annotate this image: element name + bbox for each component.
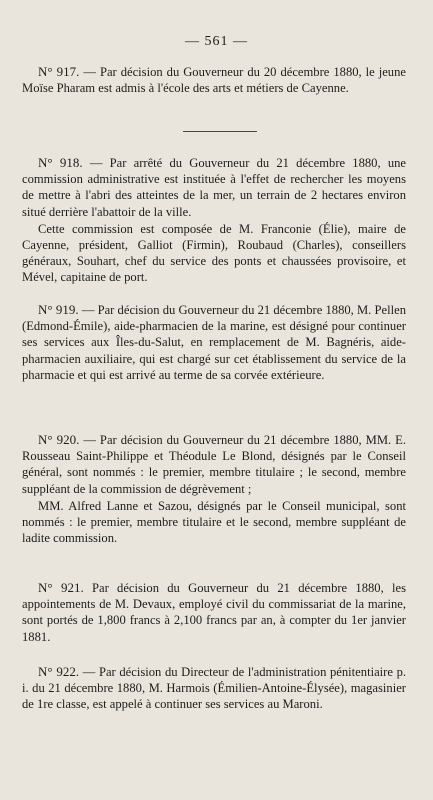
decision-number: N° 918. bbox=[38, 155, 83, 170]
decision-number: N° 922. bbox=[38, 664, 80, 679]
decision-920-paragraph-2: MM. Alfred Lanne et Sazou, désignés par le Conseil municipal, sont nommés : le premier, membre titulaire et le second, membre suppléant de ladite commission. bbox=[22, 498, 406, 546]
page-number: — 561 — bbox=[185, 34, 248, 49]
decision-918-paragraph-2: Cette commission est composée de M. Franconie (Élie), maire de Cayenne, président, Galliot (Firmin), Roubaud (Charles), conseillers généraux, Souhart, chef du service des ponts et chaussées provisoire, et Mével, capitaine de port. bbox=[22, 221, 406, 285]
decision-text: — Par décision du Directeur de l'administration pénitentiaire p. i. du 21 décembre 1880, M. Harmois (Émilien-Antoine-Élysée), magasinier de 1re classe, est appelé à continuer ses services au Maroni. bbox=[22, 665, 407, 712]
decision-917 bbox=[22, 64, 406, 96]
decision-number: N° 919. bbox=[38, 302, 79, 317]
decision-918-paragraph-1 bbox=[22, 155, 406, 220]
decision-text: — Par décision du Gouverneur du 20 décembre 1880, le jeune Moïse Pharam est admis à l'école des arts et métiers de Cayenne. bbox=[22, 65, 406, 96]
decision-number: N° 917. bbox=[38, 64, 80, 79]
decision-919 bbox=[22, 302, 406, 383]
section-separator-rule bbox=[183, 131, 257, 132]
decision-919-paragraph-1 bbox=[22, 302, 406, 383]
decision-917-paragraph-1 bbox=[22, 64, 406, 96]
decision-920-paragraph-1 bbox=[22, 432, 406, 497]
decision-921-paragraph-1 bbox=[22, 580, 406, 645]
decision-number: N° 921. bbox=[38, 580, 84, 595]
decision-text: — Par décision du Gouverneur du 21 décembre 1880, MM. E. Rousseau Saint-Philippe et Théodule Le Blond, désignés par le Conseil général, sont nommés : le premier, membre titulaire ; le second, membre suppléant de la commission de dégrèvement ; bbox=[22, 433, 406, 496]
decision-918 bbox=[22, 155, 406, 286]
decision-920 bbox=[22, 432, 406, 546]
decision-922 bbox=[22, 664, 406, 713]
decision-text: Par décision du Gouverneur du 21 décembre 1880, les appointements de M. Devaux, employé civil du commissariat de la marine, sont portés de 1,800 francs à 2,100 francs par an, à compter du 1er janvier 1881. bbox=[22, 581, 406, 644]
decision-text: — Par arrêté du Gouverneur du 21 décembre 1880, une commission administrative est instituée à l'effet de rechercher les moyens de mettre à l'abri des atteintes de la mer, un terrain de 2 hectares environ situé derrière l'abattoir de la ville. bbox=[22, 156, 407, 219]
decision-921 bbox=[22, 580, 406, 645]
decision-number: N° 920. bbox=[38, 432, 80, 447]
decision-922-paragraph-1 bbox=[22, 664, 406, 713]
decision-text: — Par décision du Gouverneur du 21 décembre 1880, M. Pellen (Edmond-Émile), aide-pharmacien de la marine, est désigné pour continuer ses services aux Îles-du-Salut, en remplacement de M. Bagnéris, aide-pharmacien auxiliaire, qui est chargé sur cet établissement du service de la pharmacie et qui est arrivé au terme de sa corvée extérieure. bbox=[22, 303, 406, 382]
